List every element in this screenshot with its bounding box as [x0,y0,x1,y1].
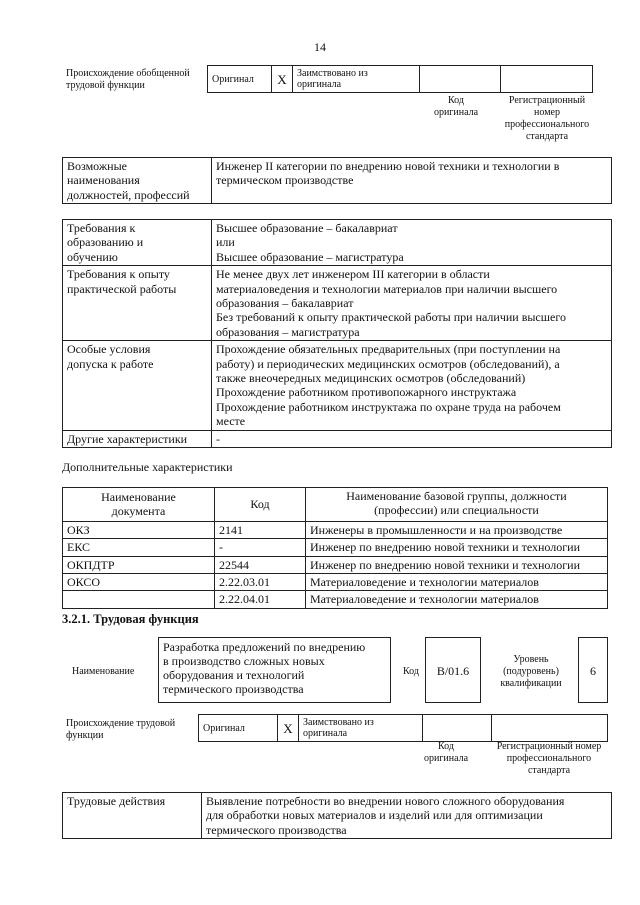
table-row [63,591,608,608]
label-line: Возможные [67,159,127,173]
function-name-line: оборудования и технологий [163,668,305,682]
requirements-table [62,219,612,448]
value-line: Выявление потребности во внедрении нового сложного оборудования [206,794,565,808]
admission-label [63,341,212,430]
function-code-box: B/01.6 [425,637,481,703]
name-cell: Инженер по внедрению новой техники и технологии [306,556,608,573]
header-doc-name [63,488,215,522]
table-row [63,266,612,341]
reg-number-cell [492,715,608,742]
level-value-box: 6 [578,637,608,703]
table-row [63,539,608,556]
value-line: Прохождение работником инструктажа по охране труда на рабочем [216,399,561,414]
level-label-line: Уровень [513,654,549,665]
header-base-group [306,488,608,522]
caption-line: стандарта [527,765,571,776]
admission-value [212,341,612,430]
caption-line: номер [534,107,560,118]
table-row [63,158,612,204]
header-line: Наименование [101,490,176,504]
value-line: образования – бакалавриат [216,296,354,311]
table-row [63,341,612,430]
name-cell: Инженер по внедрению новой техники и технологии [306,539,608,556]
name-cell: Инженеры в промышленности и на производстве [306,521,608,538]
table-row [63,430,612,447]
caption-line: Регистрационный номер [496,741,602,752]
label-line: обучению [67,249,118,264]
value-line: образования – магистратура [216,324,360,339]
value-line: также внеочередных медицинских осмотров (обследований) [216,371,526,386]
caption-line: оригинала [433,107,479,118]
education-value [212,220,612,266]
doc-cell: ОКПДТР [63,556,215,573]
original-code-cell [420,66,501,93]
table-row [63,793,612,839]
experience-value [212,266,612,341]
value-line: Не менее двух лет инженером III категории в области [216,267,490,282]
additional-title: Дополнительные характеристики [62,460,233,474]
labor-actions-label: Трудовые действия [63,793,202,839]
value-line: Инженер II категории по внедрению новой техники и технологии в [216,159,560,173]
origin-label [66,718,175,742]
caption-line: Код [448,95,464,106]
origin-table [198,714,608,742]
doc-cell [63,591,215,608]
label-line: должностей, профессий [67,187,190,202]
table-row [63,574,608,591]
table-header-row [63,488,608,522]
labor-actions-table [62,792,612,839]
positions-table [62,157,612,204]
value-line: Прохождение работником противопожарного инструктажа [216,385,517,400]
original-mark: X [272,66,293,93]
table-row [63,521,608,538]
labor-actions-value [202,793,612,839]
label-line: допуска к работе [67,356,154,371]
origin-table [207,65,593,93]
origin-label-line: Происхождение трудовой [66,718,176,729]
name-cell: Материаловедение и технологии материалов [306,574,608,591]
table-row [63,556,608,573]
label-line: наименования [67,173,140,188]
caption-line: профессионального [506,753,592,764]
origin-label [66,68,190,92]
value-line: термическом производстве [216,173,354,188]
original-code-cell [423,715,492,742]
value-line: материаловедения и технологии материалов при наличии высшего [216,281,558,296]
positions-label [63,158,212,204]
borrowed-cell [299,715,423,742]
doc-cell: ЕКС [63,539,215,556]
value-line: Без требований к опыту практической работы при наличии высшего [216,310,566,325]
value-line: - [216,431,220,446]
function-name-line: в производство сложных новых [163,654,325,668]
original-mark: X [278,715,299,742]
reg-caption [492,95,602,143]
doc-cell: ОКСО [63,574,215,591]
borrowed-line: оригинала [297,79,342,90]
origin-label-line: трудовой функции [66,80,145,91]
name-cell: Материаловедение и технологии материалов [306,591,608,608]
additional-table [62,487,608,609]
value-line: работу) и периодических медицинских осмотров (обследований), а [216,356,560,371]
label-line: Требования к опыту [67,267,170,282]
value-line: Высшее образование – бакалавриат [216,221,398,235]
code-label: Код [403,666,419,677]
header-line: (профессии) или специальности [374,503,539,518]
table-row [63,220,612,266]
borrowed-cell [293,66,420,93]
header-line: Наименование базовой группы, должности [346,489,567,503]
label-line: практической работы [67,281,177,296]
code-caption [420,95,492,119]
label-line: Особые условия [67,342,151,357]
section-heading: 3.2.1. Трудовая функция [62,612,199,626]
code-caption [410,741,482,765]
function-name-box [158,637,391,703]
function-name-line: термического производства [163,682,304,696]
label-line: образованию и [67,235,144,250]
value-line: месте [216,414,246,429]
caption-line: стандарта [525,131,569,142]
label-line: Требования к [67,221,136,235]
value-line: для обработки новых материалов и изделий или для оптимизации [206,808,543,823]
borrowed-line: Заимствовано из [297,68,368,79]
header-code: Код [215,488,306,522]
level-label [490,654,572,690]
positions-value [212,158,612,204]
name-label: Наименование [72,666,135,677]
caption-line: Код [438,741,454,752]
code-cell: 22544 [215,556,306,573]
code-cell: 2141 [215,521,306,538]
label-line: Другие характеристики [67,431,188,446]
reg-caption [484,741,614,777]
caption-line: оригинала [423,753,469,764]
origin-label-line: Происхождение обобщенной [66,68,190,79]
borrowed-line: оригинала [303,728,348,739]
function-name-line: Разработка предложений по внедрению [163,640,366,654]
value-line: термического производства [206,822,347,837]
caption-line: Регистрационный [508,95,586,106]
borrowed-line: Заимствовано из [303,717,374,728]
original-cell: Оригинал [208,66,272,93]
value-line: или [216,235,235,250]
reg-number-cell [501,66,593,93]
code-cell: 2.22.03.01 [215,574,306,591]
value-line: Высшее образование – магистратура [216,249,404,264]
experience-label [63,266,212,341]
page-number: 14 [314,40,326,54]
other-value [212,430,612,447]
code-cell: - [215,539,306,556]
doc-cell: ОКЗ [63,521,215,538]
origin-label-line: функции [66,730,104,741]
caption-line: профессионального [504,119,590,130]
other-label [63,430,212,447]
original-cell: Оригинал [199,715,278,742]
header-line: документа [111,504,166,519]
education-label [63,220,212,266]
code-cell: 2.22.04.01 [215,591,306,608]
level-label-line: (подуровень) [503,666,559,677]
value-line: Прохождение обязательных предварительных (при поступлении на [216,342,561,357]
level-label-line: квалификации [500,678,562,689]
